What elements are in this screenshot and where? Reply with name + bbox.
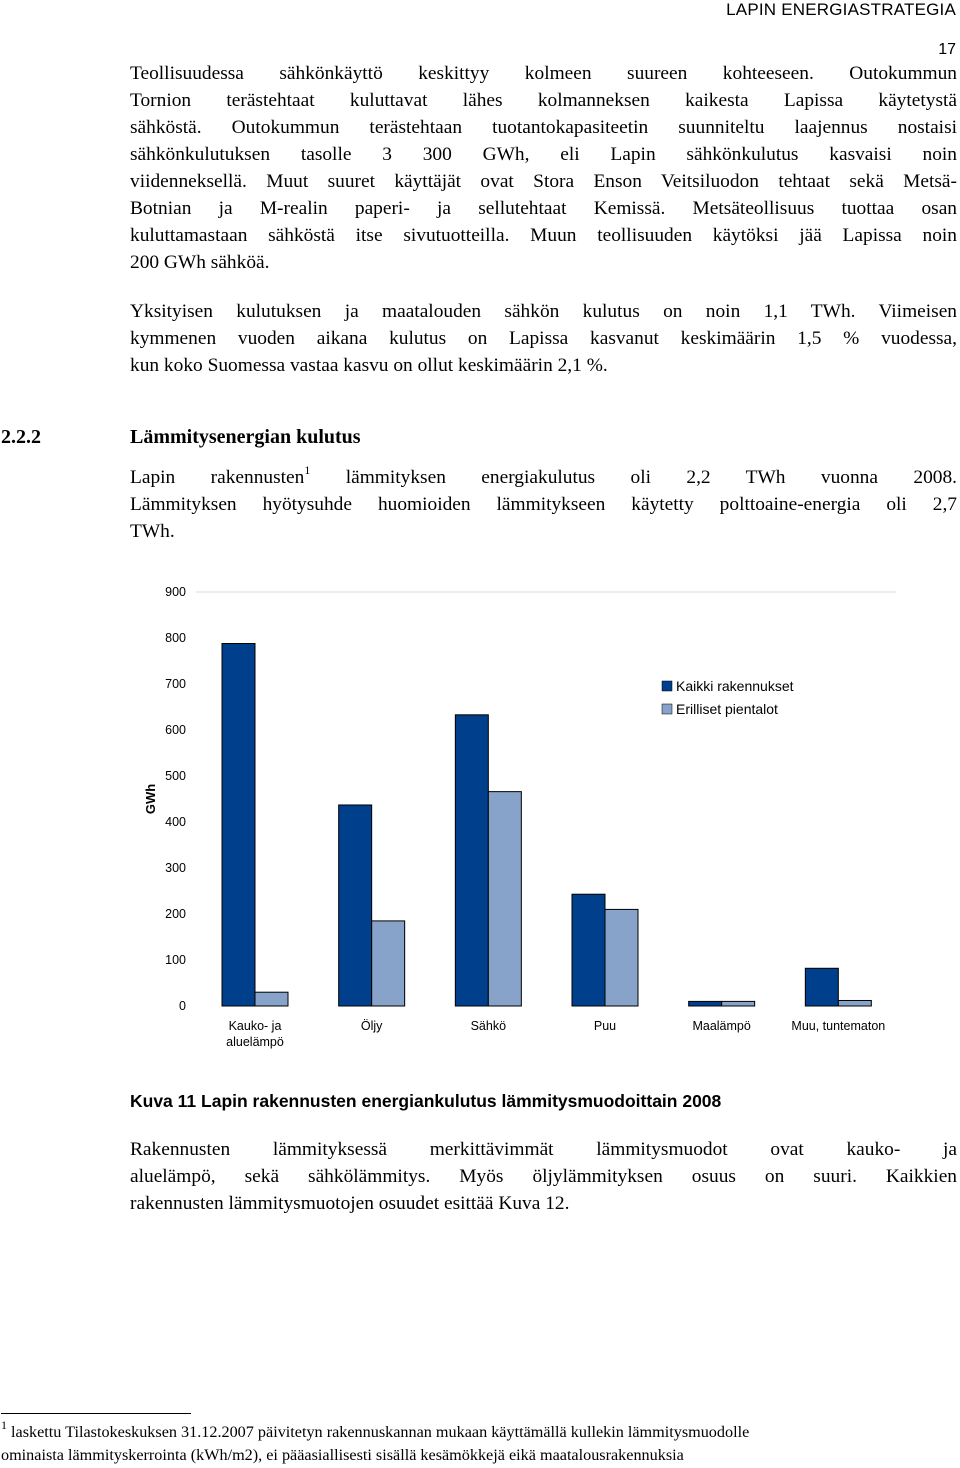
section-heading: Lämmitysenergian kulutus [130, 426, 361, 448]
legend-swatch [662, 704, 672, 714]
y-tick-label: 0 [179, 999, 186, 1013]
paragraph-private-consumption [130, 298, 957, 379]
y-tick-label: 600 [165, 723, 186, 737]
page-number: 17 [938, 41, 956, 58]
y-axis [165, 585, 896, 1013]
text-line: Lämmityksen hyötysuhde huomioiden lämmitykseen käytetty polttoaine-energia oli 2,7 [130, 494, 957, 515]
text-line [130, 464, 957, 491]
bar-kaikki [455, 715, 488, 1006]
text-line: TWh. [130, 521, 175, 542]
y-tick-label: 800 [165, 631, 186, 645]
y-tick-label: 700 [165, 677, 186, 691]
legend [662, 678, 794, 717]
y-tick-label: 900 [165, 585, 186, 599]
footnote-marker: 1 [1, 1417, 7, 1432]
legend-swatch [662, 681, 672, 691]
text-line: kuluttamastaan sähköstä itse sivutuotteilla. Muun teollisuuden käytöksi jää Lapissa noin [130, 225, 957, 246]
text-line: sähköstä. Outokummun terästehtaan tuotantokapasiteetin suunniteltu laajennus nostaisi [130, 117, 957, 138]
footnote-divider [1, 1413, 191, 1414]
heating-energy-bar-chart [0, 570, 960, 1070]
text-line: kun koko Suomessa vastaa kasvu on ollut keskimäärin 2,1 %. [130, 355, 608, 376]
text-line: Rakennusten lämmityksessä merkittävimmät lämmitysmuodot ovat kauko- ja [130, 1139, 957, 1160]
bar-pientalot [722, 1001, 755, 1006]
x-category-label: aluelämpö [226, 1035, 284, 1049]
footnote-line: ominaista lämmityskerrointa (kWh/m2), ei pääasiallisesti sisällä kesämökkejä eikä maatalousrakennuksia [1, 1446, 684, 1464]
y-axis-label: GWh [143, 783, 158, 815]
bar-kaikki [339, 805, 372, 1006]
x-category-label: Puu [593, 1019, 617, 1033]
text-line: Tornion terästehtaat kuluttavat lähes kolmanneksen kaikesta Lapissa käytetystä [130, 90, 957, 111]
text-fragment: lämmityksen energiakulutus oli 2,2 TWh vuonna 2008. [310, 467, 958, 488]
y-tick-label: 500 [165, 769, 186, 783]
text-line: viidenneksellä. Muut suuret käyttäjät ovat Stora Enson Veitsiluodon tehtaat sekä Metsä- [130, 171, 957, 192]
footnote [1, 1417, 750, 1467]
legend-label: Kaikki rakennukset [676, 678, 794, 694]
text-line: rakennusten lämmitysmuotojen osuudet esittää Kuva 12. [130, 1193, 570, 1214]
text-fragment: Lapin rakennusten [130, 467, 305, 488]
text-line: Yksityisen kulutuksen ja maatalouden sähkön kulutus on noin 1,1 TWh. Viimeisen [130, 301, 957, 322]
text-line: Teollisuudessa sähkönkäyttö keskittyy kolmeen suureen kohteeseen. Outokummun [130, 63, 957, 84]
footnote-line [1, 1417, 750, 1444]
x-category-label: Öljy [360, 1019, 383, 1033]
y-tick-label: 200 [165, 907, 186, 921]
bar-pientalot [372, 921, 405, 1006]
y-tick-label: 100 [165, 953, 186, 967]
paragraph-industry-electricity [130, 60, 957, 276]
bar-kaikki [572, 894, 605, 1006]
bar-kaikki [222, 644, 255, 1006]
section-number: 2.2.2 [1, 426, 41, 448]
x-category-label: Muu, tuntematon [791, 1019, 886, 1033]
x-category-label: Kauko- ja [228, 1019, 282, 1033]
bar-kaikki [805, 968, 838, 1006]
x-axis-labels [226, 1019, 885, 1049]
running-header-title: LAPIN ENERGIASTRATEGIA [726, 0, 956, 19]
footnote-text: laskettu Tilastokeskuksen 31.12.2007 päivitetyn rakennuskannan mukaan käyttämällä kullekin lämmitysmuodolle [7, 1423, 750, 1441]
text-line: kymmenen vuoden aikana kulutus on Lapissa kasvanut keskimäärin 1,5 % vuodessa, [130, 328, 957, 349]
figure-caption: Kuva 11 Lapin rakennusten energiankulutus lämmitysmuodoittain 2008 [130, 1091, 722, 1111]
y-tick-label: 300 [165, 861, 186, 875]
bar-pientalot [488, 792, 521, 1006]
bars [222, 644, 871, 1006]
x-category-label: Sähkö [470, 1019, 507, 1033]
bar-pientalot [605, 909, 638, 1006]
bar-kaikki [689, 1001, 722, 1006]
x-category-label: Maalämpö [692, 1019, 751, 1033]
paragraph-heating-forms [130, 1136, 957, 1217]
paragraph-heating-energy [130, 464, 957, 545]
legend-label: Erilliset pientalot [676, 701, 778, 717]
text-line: sähkönkulutuksen tasolle 3 300 GWh, eli Lapin sähkönkulutus kasvaisi noin [130, 144, 957, 165]
bar-pientalot [255, 992, 288, 1006]
bar-pientalot [838, 1000, 871, 1006]
footnote-reference[interactable]: 1 [304, 462, 311, 477]
text-line: Botnian ja M-realin paperi- ja sellutehtaat Kemissä. Metsäteollisuus tuottaa osan [130, 198, 957, 219]
text-line: 200 GWh sähköä. [130, 252, 270, 273]
text-line: aluelämpö, sekä sähkölämmitys. Myös öljylämmityksen osuus on suuri. Kaikkien [130, 1166, 957, 1187]
y-tick-label: 400 [165, 815, 186, 829]
